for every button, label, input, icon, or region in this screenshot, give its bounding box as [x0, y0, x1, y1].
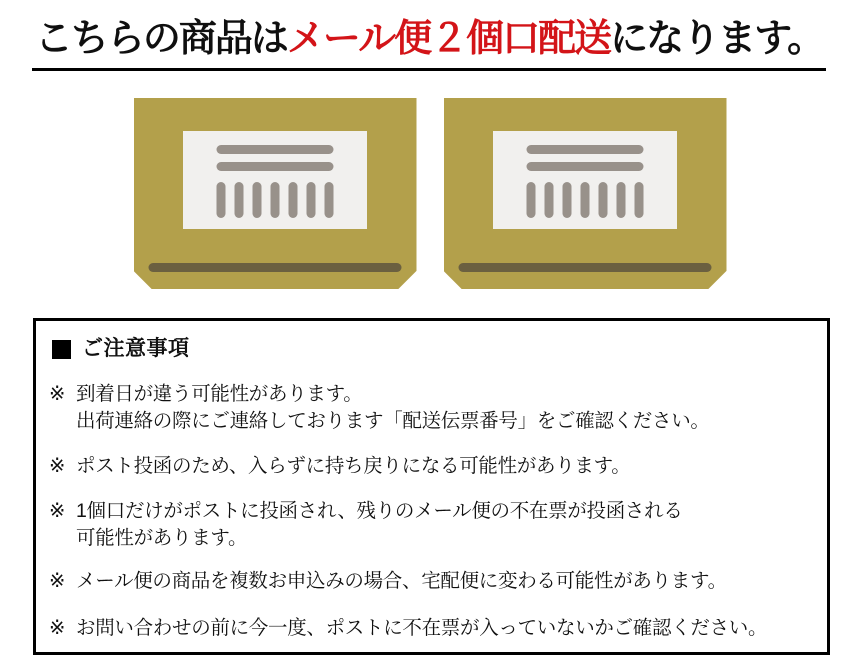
- notice-item: [49, 615, 817, 642]
- barcode-bar: [563, 182, 572, 218]
- notice-box: [33, 318, 830, 655]
- barcode-bar: [253, 182, 262, 218]
- barcode-bar: [545, 182, 554, 218]
- headline-underline: [32, 68, 826, 71]
- address-line-icon: [217, 145, 334, 154]
- envelope-seal-bar: [149, 263, 402, 272]
- barcode-bar: [581, 182, 590, 218]
- notice-item-text: ポスト投函のため、入らずに持ち戻りになる可能性があります。: [76, 455, 631, 477]
- notice-item: [49, 498, 817, 552]
- notice-item-text: 到着日が違う可能性があります。 出荷連絡の際にご連絡しております「配送伝票番号」をご確認ください。: [76, 383, 710, 432]
- barcode-bar: [635, 182, 644, 218]
- mail-envelope-icon: [444, 98, 727, 289]
- reference-mark: ※: [49, 500, 66, 522]
- mail-envelope-icon: [134, 98, 417, 289]
- barcode-icon: [527, 182, 644, 218]
- notice-item-text: お問い合わせの前に今一度、ポストに不在票が入っていないかご確認ください。: [76, 617, 768, 639]
- shipping-label: [183, 131, 367, 229]
- reference-mark: ※: [49, 570, 66, 592]
- barcode-bar: [217, 182, 226, 218]
- envelope-seal-bar: [459, 263, 712, 272]
- barcode-bar: [271, 182, 280, 218]
- address-line-icon: [527, 145, 644, 154]
- notice-item-text: 1個口だけがポストに投函され、残りのメール便の不在票が投函される 可能性があります。: [76, 500, 683, 549]
- notice-item: [49, 381, 817, 435]
- reference-mark: ※: [49, 617, 66, 639]
- page-title: [32, 13, 826, 65]
- headline-suffix: になります。: [610, 18, 824, 60]
- notice-item-text: メール便の商品を複数お申込みの場合、宅配便に変わる可能性があります。: [76, 570, 727, 592]
- barcode-bar: [617, 182, 626, 218]
- square-bullet-icon: [52, 340, 71, 359]
- shipping-label: [493, 131, 677, 229]
- barcode-bar: [307, 182, 316, 218]
- barcode-bar: [235, 182, 244, 218]
- barcode-bar: [599, 182, 608, 218]
- barcode-icon: [217, 182, 334, 218]
- notice-item: [49, 453, 817, 480]
- headline-prefix: こちらの商品は: [34, 18, 287, 60]
- reference-mark: ※: [49, 455, 66, 477]
- notice-item: [49, 568, 817, 595]
- barcode-bar: [325, 182, 334, 218]
- notice-title-text: ご注意事項: [82, 337, 190, 360]
- barcode-bar: [527, 182, 536, 218]
- address-line-icon: [217, 162, 334, 171]
- envelope-illustrations: [0, 98, 860, 289]
- address-line-icon: [527, 162, 644, 171]
- notice-title: [52, 337, 827, 361]
- reference-mark: ※: [49, 383, 66, 405]
- barcode-bar: [289, 182, 298, 218]
- headline-highlight: メール便２個口配送: [286, 18, 611, 60]
